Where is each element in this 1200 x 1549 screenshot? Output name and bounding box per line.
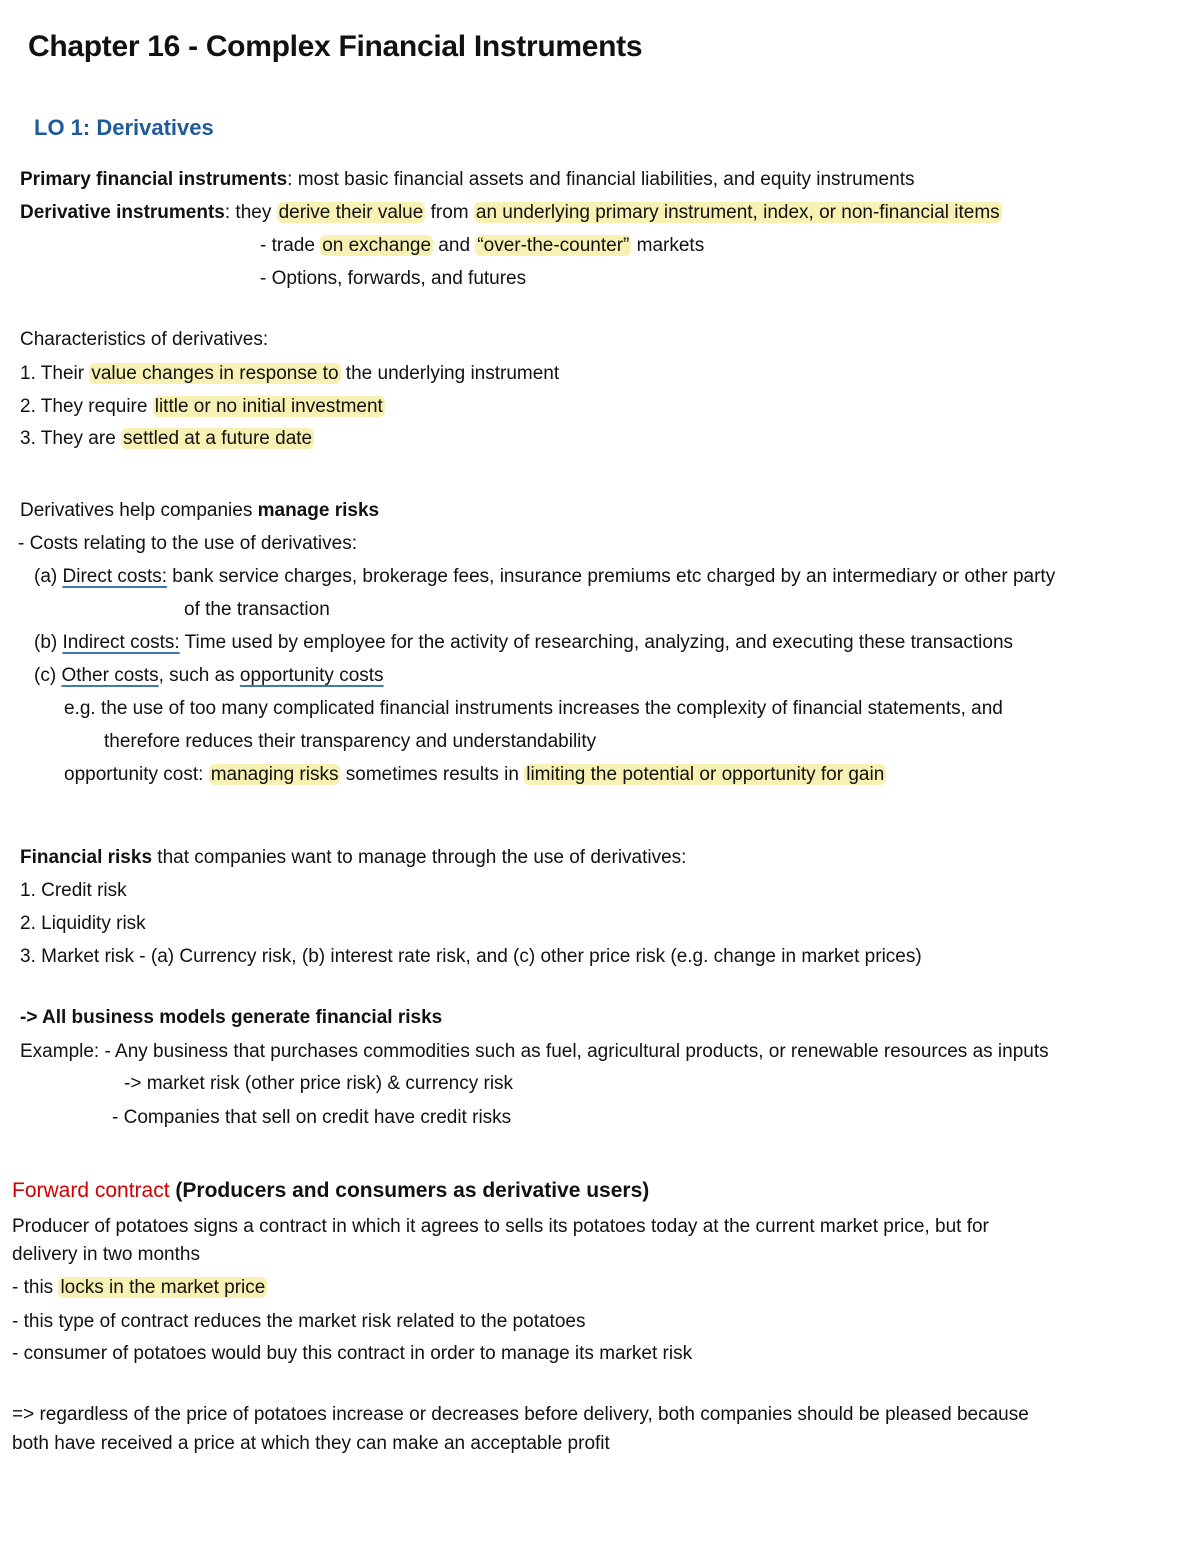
underlined-term: opportunity costs: [239, 665, 384, 686]
text: 2. They require: [20, 396, 153, 417]
forward-contract-heading: [12, 1178, 649, 1204]
underlined-term: Direct costs:: [62, 566, 168, 587]
highlight: little or no initial investment: [154, 396, 383, 417]
text: Time used by employee for the activity of researching, analyzing, and executing these transactions: [179, 632, 1014, 653]
direct-costs-continuation: of the transaction: [184, 599, 330, 620]
forward-item-2: - this type of contract reduces the market risk related to the potatoes: [12, 1311, 586, 1332]
red-term: Forward contract: [12, 1179, 170, 1202]
manage-risks-heading: [20, 499, 379, 523]
text: (c): [34, 665, 62, 686]
highlight: managing risks: [210, 764, 339, 785]
highlight: limiting the potential or opportunity for gain: [526, 764, 885, 785]
characteristic-3: [20, 427, 314, 451]
text: that companies want to manage through the use of derivatives:: [152, 847, 687, 868]
text: (a): [34, 566, 63, 587]
opportunity-cost-line: [64, 763, 886, 787]
forward-item-1: [12, 1276, 267, 1300]
highlight: locks in the market price: [60, 1277, 266, 1298]
term: Primary financial instruments: [20, 169, 288, 190]
term: Derivative instruments: [20, 202, 225, 223]
bold-text: manage risks: [257, 500, 380, 521]
conclusion-line-2: both have received a price at which they can make an acceptable profit: [12, 1433, 610, 1454]
example-line-2: therefore reduces their transparency and understandability: [104, 731, 597, 752]
text: from: [425, 202, 474, 223]
section-heading-lo1: LO 1: Derivatives: [34, 115, 214, 140]
underlined-term: Other costs: [61, 665, 159, 686]
primary-instruments-line: [20, 168, 914, 192]
derivative-instruments-line: [20, 201, 1002, 225]
text: - this: [12, 1277, 59, 1298]
characteristics-heading: Characteristics of derivatives:: [20, 329, 269, 350]
highlight: derive their value: [278, 202, 424, 223]
risk-item-1: 1. Credit risk: [20, 880, 127, 901]
text: and: [433, 235, 476, 256]
text: Derivatives help companies: [20, 500, 258, 521]
bold-text: (Producers and consumers as derivative users): [169, 1179, 650, 1202]
business-example-2: -> market risk (other price risk) & currency risk: [124, 1073, 514, 1094]
page-title: Chapter 16 - Complex Financial Instruments: [28, 30, 643, 63]
business-models-statement: -> All business models generate financial risks: [20, 1007, 443, 1028]
text: bank service charges, brokerage fees, insurance premiums etc charged by an intermediary or other party: [167, 566, 1056, 587]
highlight: an underlying primary instrument, index, or non-financial items: [475, 202, 1000, 223]
text: markets: [631, 235, 705, 256]
highlight: “over-the-counter”: [477, 235, 630, 256]
indirect-costs-line: [34, 631, 1013, 655]
definition: : most basic financial assets and financial liabilities, and equity instruments: [287, 169, 915, 190]
business-example-3: - Companies that sell on credit have credit risks: [112, 1107, 512, 1128]
highlight: value changes in response to: [91, 363, 339, 384]
trade-line: [260, 234, 704, 258]
highlight: on exchange: [322, 235, 432, 256]
text: - trade: [260, 235, 321, 256]
options-line: - Options, forwards, and futures: [260, 268, 527, 289]
text: 1. Their: [20, 363, 90, 384]
forward-item-3: - consumer of potatoes would buy this contract in order to manage its market risk: [12, 1343, 693, 1364]
text: sometimes results in: [340, 764, 525, 785]
risk-item-2: 2. Liquidity risk: [20, 913, 146, 934]
forward-paragraph-1: Producer of potatoes signs a contract in which it agrees to sells its potatoes today at the current market price, but for: [12, 1216, 989, 1237]
text: the underlying instrument: [340, 363, 560, 384]
characteristic-2: [20, 395, 385, 419]
other-costs-line: [34, 664, 384, 688]
conclusion-line-1: => regardless of the price of potatoes increase or decreases before delivery, both companies should be pleased because: [12, 1404, 1029, 1425]
risk-item-3: 3. Market risk - (a) Currency risk, (b) interest rate risk, and (c) other price risk (e.g. change in market prices): [20, 946, 922, 967]
direct-costs-line: [34, 565, 1055, 589]
forward-paragraph-2: delivery in two months: [12, 1244, 200, 1265]
text: , such as: [158, 665, 240, 686]
highlight: settled at a future date: [123, 428, 313, 449]
example-line-1: e.g. the use of too many complicated financial instruments increases the complexity of financial statements, and: [64, 698, 1003, 719]
costs-line: - Costs relating to the use of derivatives:: [18, 533, 357, 554]
business-example-1: Example: - Any business that purchases commodities such as fuel, agricultural products, or renewable resources as inputs: [20, 1041, 1049, 1062]
bold-text: Financial risks: [20, 847, 153, 868]
text: (b): [34, 632, 63, 653]
text: 3. They are: [20, 428, 122, 449]
text: opportunity cost:: [64, 764, 209, 785]
characteristic-1: [20, 362, 559, 386]
underlined-term: Indirect costs:: [62, 632, 180, 653]
text: : they: [224, 202, 277, 223]
financial-risks-heading: [20, 846, 686, 870]
